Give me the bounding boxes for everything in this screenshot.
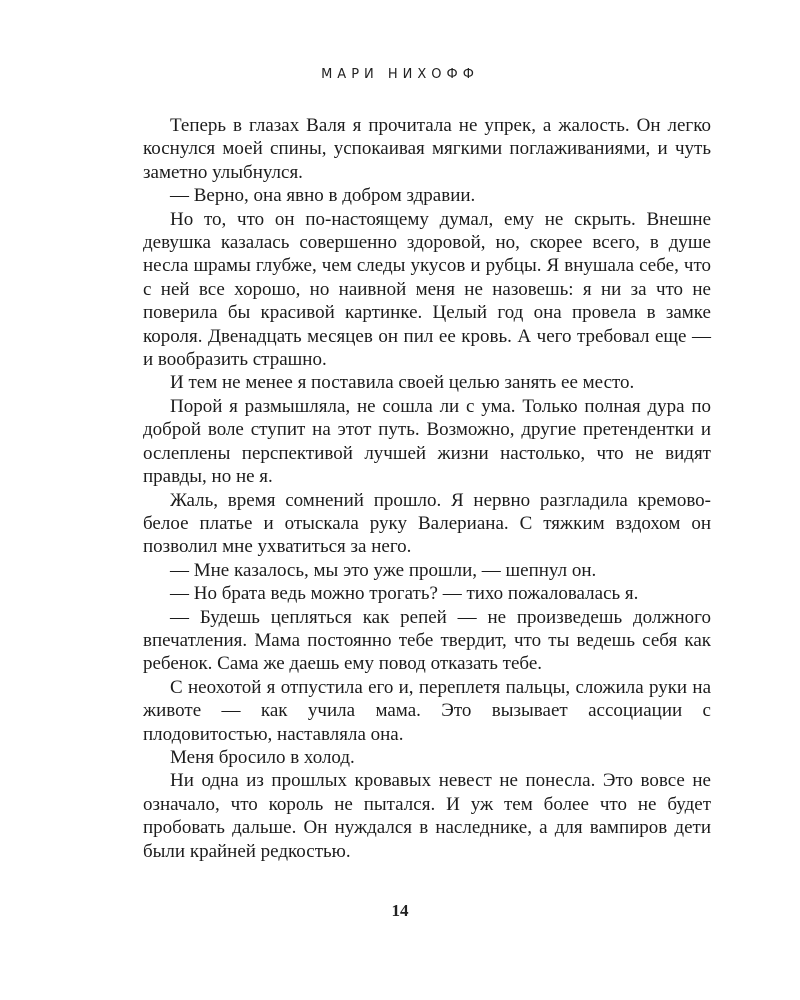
- paragraph: Но то, что он по-настоящему думал, ему не скрыть. Внешне девушка казалась совершенно здоровой, но, скорее всего, в душе несла шрамы глубже, чем следы укусов и рубцы. Я внушала себе, что с ней все хорошо, но наивной меня не назовешь: я ни за что не поверила бы красивой картинке. Целый год она провела в замке короля. Двенадцать месяцев он пил ее кровь. А чего требовал еще — и вообразить страшно.: [143, 208, 711, 371]
- page-number: 14: [391, 901, 409, 920]
- paragraph: Жаль, время сомнений прошло. Я нервно разгладила кремово-белое платье и отыскала руку Валериана. С тяжким вздохом он позволил мне ухватиться за него.: [143, 489, 711, 558]
- paragraph: С неохотой я отпустила его и, переплетя пальцы, сложила руки на животе — как учила мама. Это вызывает ассоциации с плодовитостью, наставляла она.: [143, 676, 711, 745]
- paragraph: И тем не менее я поставила своей целью занять ее место.: [170, 372, 635, 394]
- running-head-author: МАРИ НИХОФФ: [321, 67, 479, 82]
- paragraph: — Верно, она явно в добром здравии.: [170, 185, 476, 207]
- paragraph: — Но брата ведь можно трогать? — тихо пожаловалась я.: [170, 583, 639, 605]
- paragraph: Ни одна из прошлых кровавых невест не понесла. Это вовсе не означало, что король не пытался. И уж тем более что не будет пробовать дальше. Он нуждался в наследнике, а для вампиров дети были крайней редкостью.: [143, 770, 711, 862]
- paragraph: Меня бросило в холод.: [170, 746, 355, 768]
- paragraph: Порой я размышляла, не сошла ли с ума. Только полная дура по доброй воле ступит на этот путь. Возможно, другие претендентки и ослеплены перспективой лучшей жизни настолько, что не видят правды, но не я.: [143, 395, 711, 488]
- paragraph: — Будешь цепляться как репей — не произведешь должного впечатления. Мама постоянно тебе твердит, что ты ведешь себя как ребенок. Сама же даешь ему повод отказать тебе.: [143, 606, 711, 675]
- paragraph: — Мне казалось, мы это уже прошли, — шепнул он.: [170, 559, 597, 581]
- body-text: [143, 114, 711, 863]
- paragraph: Теперь в глазах Валя я прочитала не упрек, а жалость. Он легко коснулся моей спины, успокаивая мягкими поглаживаниями, и чуть заметно улыбнулся.: [143, 115, 711, 183]
